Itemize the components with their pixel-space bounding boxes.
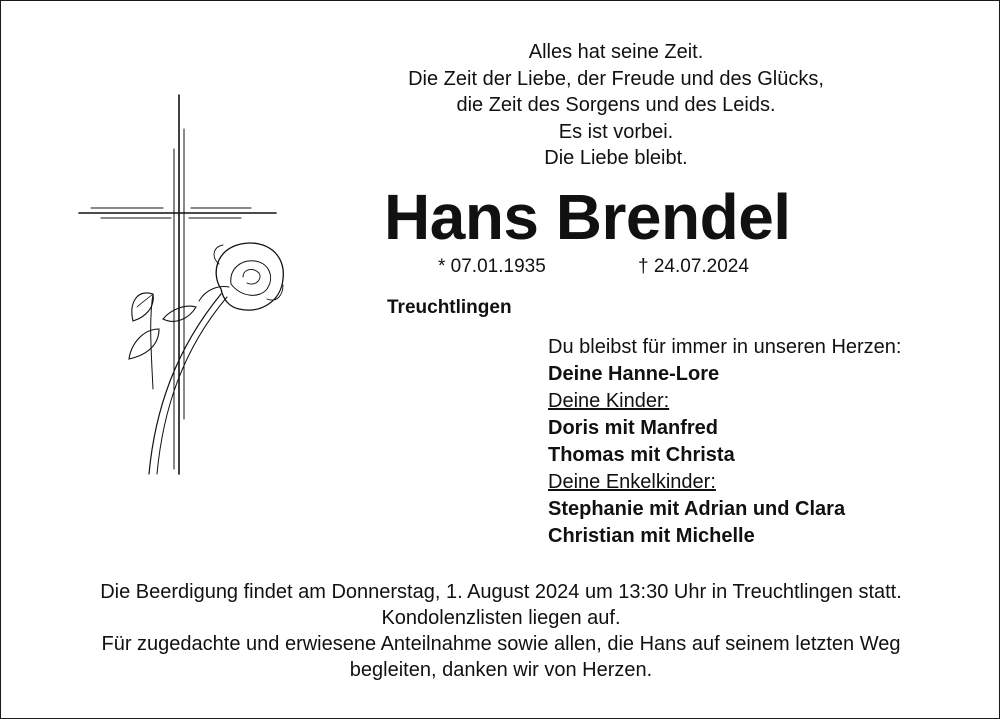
poem-line: Alles hat seine Zeit. <box>528 41 704 63</box>
deceased-name: Hans Brendel <box>384 181 791 253</box>
hometown: Treuchtlingen <box>387 297 512 318</box>
poem-line: Die Liebe bleibt. <box>544 147 688 169</box>
children-heading: Deine Kinder: <box>548 390 670 412</box>
mourner-grandchild: Stephanie mit Adrian und Clara <box>548 498 846 520</box>
poem-line: Es ist vorbei. <box>558 120 674 143</box>
birth-date: * 07.01.1935 <box>438 256 546 277</box>
mourner-child: Thomas mit Christa <box>548 444 735 466</box>
poem-line: Die Zeit der Liebe, der Freude und des Glücks, <box>408 67 824 90</box>
notice-line: begleiten, danken wir von Herzen. <box>349 659 653 681</box>
funeral-notice <box>21 579 981 683</box>
mourners-list <box>548 334 901 550</box>
notice-line: Für zugedachte und erwiesene Anteilnahme sowie allen, die Hans auf seinem letzten Weg <box>101 633 901 655</box>
notice-line: Kondolenzlisten liegen auf. <box>381 607 621 629</box>
poem <box>331 39 901 172</box>
poem-line: die Zeit des Sorgens und des Leids. <box>456 94 776 116</box>
mourner-grandchild: Christian mit Michelle <box>548 525 755 547</box>
mourner-wife: Deine Hanne-Lore <box>548 363 720 385</box>
death-date: † 24.07.2024 <box>638 256 749 277</box>
mourner-child: Doris mit Manfred <box>548 417 719 439</box>
mourners-intro: Du bleibst für immer in unseren Herzen: <box>548 336 902 358</box>
notice-line: Die Beerdigung findet am Donnerstag, 1. August 2024 um 13:30 Uhr in Treuchtlingen statt. <box>100 581 902 603</box>
cross-with-rose-icon <box>71 89 291 479</box>
grandchildren-heading: Deine Enkelkinder: <box>548 471 716 493</box>
